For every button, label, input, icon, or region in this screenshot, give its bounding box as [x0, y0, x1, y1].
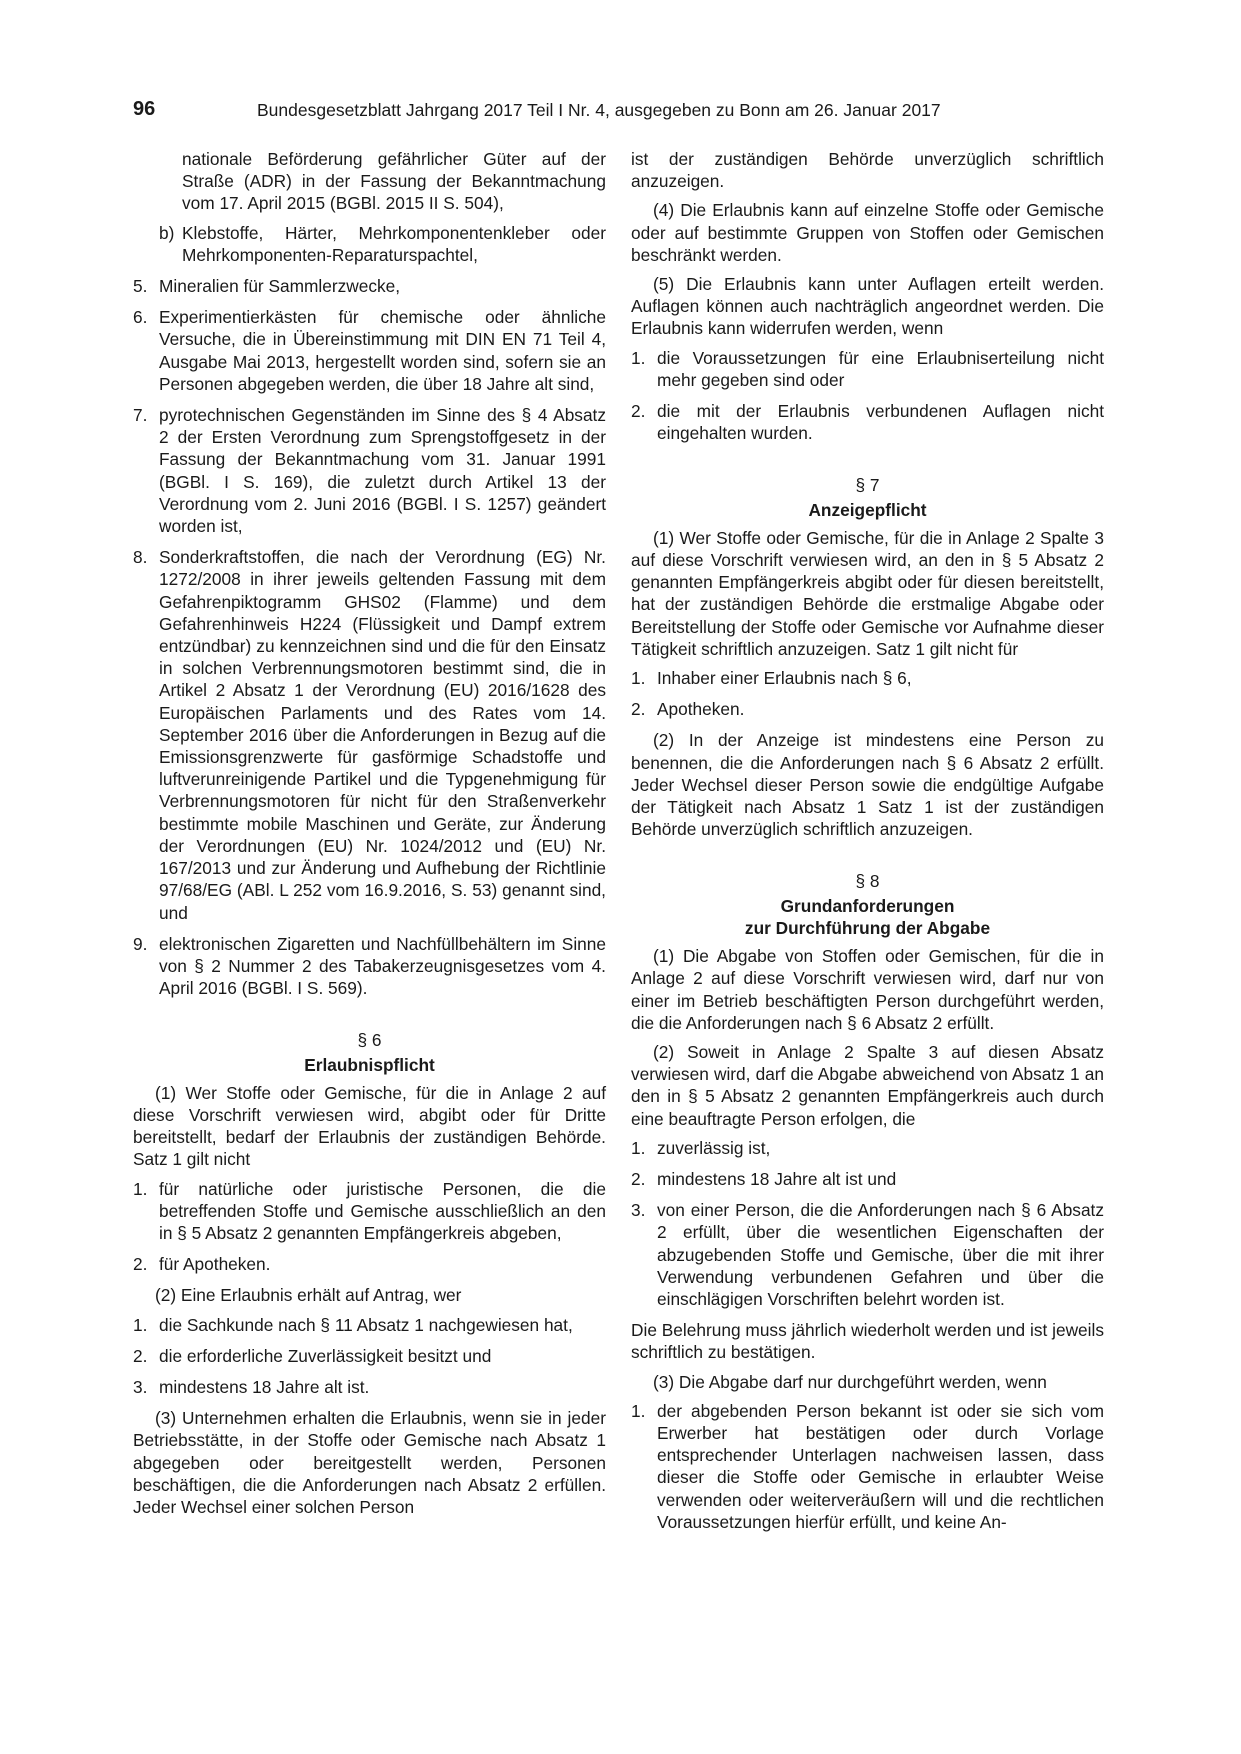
list-item-text: für Apotheken. [159, 1254, 271, 1275]
list-item [133, 1178, 606, 1245]
list-item-text: elektronischen Zigaretten und Nachfüllbehältern im Sinne von § 2 Nummer 2 des Tabakerzeugnisgesetzes vom 4. April 2016 (BGBl. I S. 569). [159, 933, 606, 999]
section-title: Erlaubnispflicht [304, 1054, 435, 1075]
list-item-text: die erforderliche Zuverlässigkeit besitzt und [159, 1345, 492, 1366]
running-head: Bundesgesetzblatt Jahrgang 2017 Teil I Nr. 4, ausgegeben zu Bonn am 26. Januar 2017 [257, 100, 941, 120]
paragraph: (4) Die Erlaubnis kann auf einzelne Stoffe oder Gemische oder auf bestimmte Gruppen von Stoffen oder Gemischen beschränkt werden. [631, 200, 1104, 265]
list-item [133, 1376, 606, 1398]
paragraph: (1) Die Abgabe von Stoffen oder Gemischen, für die in Anlage 2 auf diese Vorschrift verwiesen wird, darf nur von einer im Betrieb beschäftigten Person durchgeführt werden, die die Anforderungen nach § 6 Absatz 2 erfüllt. [631, 946, 1104, 1033]
section-number: § 8 [855, 871, 880, 892]
list-item-label: 7. [133, 405, 148, 426]
list-item-text: der abgebenden Person bekannt ist oder sie sich vom Erwerber hat bestätigen oder durch Vorlage entsprechender Unterlagen nachweisen lassen, dass dieser die Stoffe oder Gemische in erlaubter Weise verwenden oder weiterveräußern will und die rechtlichen Voraussetzungen hierfür erfüllt, und keine An- [657, 1400, 1104, 1532]
paragraph: (3) Unternehmen erhalten die Erlaubnis, wenn sie in jeder Betriebsstätte, in der Stoffe oder Gemische nach Absatz 1 abgegeben oder bereitgestellt werden, Personen beschäftigen, die die Anforderungen nach Absatz 2 erfüllen. Jeder Wechsel einer solchen Person [133, 1408, 606, 1517]
section-number: § 7 [855, 475, 880, 496]
paragraph: (2) In der Anzeige ist mindestens eine Person zu benennen, die die Anforderungen nach § 6 Absatz 2 erfüllt. Jeder Wechsel dieser Person sowie die endgültige Aufgabe der Tätigkeit nach Absatz 1 Satz 1 ist der zuständigen Behörde unverzüglich schriftlich anzuzeigen. [631, 730, 1104, 840]
page-number: 96 [133, 98, 156, 120]
list-item-label: 1. [133, 1178, 148, 1199]
list-item-label: 1. [631, 668, 646, 689]
paragraph: Die Belehrung muss jährlich wiederholt werden und ist jeweils schriftlich zu bestätigen. [631, 1320, 1104, 1363]
list-item [631, 400, 1104, 444]
paragraph: (3) Die Abgabe darf nur durchgeführt werden, wenn [653, 1371, 1047, 1392]
list-item-text: von einer Person, die die Anforderungen nach § 6 Absatz 2 erfüllt, über die wesentlichen Eigenschaften der abzugebenden Stoffe und Gemische, über die mit ihrer Verwendung verbundenen Gefahren und über die einschlägigen Vorschriften belehrt worden ist. [657, 1200, 1104, 1309]
list-items-5-9 [133, 275, 606, 999]
section-title-line: Grundanforderungen [780, 895, 955, 916]
list-item-text: Klebstoffe, Härter, Mehrkomponentenkleber oder Mehrkomponenten-Reparaturspachtel, [182, 222, 606, 265]
list-item-text: Mineralien für Sammlerzwecke, [159, 276, 401, 297]
list-item-text: Inhaber einer Erlaubnis nach § 6, [657, 668, 912, 689]
section-title [631, 895, 1104, 939]
list-item-label: 3. [133, 1376, 148, 1397]
left-column [133, 148, 606, 1525]
list-item [133, 275, 606, 297]
list-item-label: 6. [133, 307, 148, 328]
list-item-text: die Sachkunde nach § 11 Absatz 1 nachgewiesen hat, [159, 1314, 573, 1335]
list-item-label: 1. [631, 1137, 646, 1158]
list-item-text: pyrotechnischen Gegenständen im Sinne des § 4 Absatz 2 der Ersten Verordnung zum Sprengstoffgesetz in der Fassung der Bekanntmachung vom 31. Januar 1991 (BGBl. I S. 169), die zuletzt durch Artikel 13 der Verordnung vom 2. Juni 2016 (BGBl. I S. 1257) geändert worden ist, [159, 405, 606, 537]
list-item-text: Apotheken. [657, 699, 745, 720]
list-item-label: 2. [133, 1254, 148, 1275]
list-item [631, 347, 1104, 391]
page-header [0, 98, 1241, 128]
list-item-text: zuverlässig ist, [657, 1137, 771, 1158]
list-item [133, 1253, 606, 1275]
paragraph: (2) Soweit in Anlage 2 Spalte 3 auf diesen Absatz verwiesen wird, darf die Abgabe abweichend von Absatz 1 an den in § 5 Absatz 2 genannten Empfängerkreis auch durch eine beauftragte Person erfolgen, die [631, 1041, 1104, 1129]
list-item-text: mindestens 18 Jahre alt ist. [159, 1376, 370, 1397]
list-item-label: 1. [631, 1400, 646, 1421]
list-item-text: mindestens 18 Jahre alt ist und [657, 1168, 897, 1189]
paragraph: (2) Eine Erlaubnis erhält auf Antrag, wer [155, 1285, 462, 1306]
list-item-label: b) [159, 222, 175, 243]
list-item [133, 546, 606, 923]
list-item [133, 222, 606, 266]
paragraph: (5) Die Erlaubnis kann unter Auflagen erteilt werden. Auflagen können auch nachträglich angeordnet werden. Die Erlaubnis kann widerrufen werden, wenn [631, 274, 1104, 339]
section-number: § 6 [357, 1030, 382, 1051]
list-item-label: 2. [631, 699, 646, 720]
list-item-label: 1. [133, 1314, 148, 1335]
list-item-label: 2. [133, 1345, 148, 1366]
list-item [631, 1168, 1104, 1190]
list-item [133, 1314, 606, 1336]
list-item-label: 3. [631, 1200, 646, 1221]
list-item [133, 306, 606, 395]
list-item-text: Sonderkraftstoffen, die nach der Verordnung (EG) Nr. 1272/2008 in ihrer jeweils geltenden Fassung mit dem Gefahrenpiktogramm GHS02 (Flamme) und dem Gefahrenhinweis H224 (Flüssigkeit und Dampf extrem entzündbar) zu kennzeichnen sind und die für den Einsatz in solchen Verbrennungsmotoren bestimmt sind, die in Artikel 2 Absatz 1 der Verordnung (EU) 2016/1628 des Europäischen Parlaments und des Rates vom 14. September 2016 über die Anforderungen in Bezug auf die Emissionsgrenzwerte für gasförmige Schadstoffe und luftverunreinigende Partikel und die Typgenehmigung für Verbrennungsmotoren für nicht für den Straßenverkehr bestimmte mobile Maschinen und Geräte, zur Änderung der Verordnungen (EU) Nr. 1024/2012 und (EU) Nr. 167/2013 und zur Änderung und Aufhebung der Richtlinie 97/68/EG (ABl. L 252 vom 16.9.2016, S. 53) genannt sind, und [159, 547, 606, 923]
list-item-label: 1. [631, 347, 646, 368]
list-item-text: die mit der Erlaubnis verbundenen Auflagen nicht eingehalten wurden. [657, 401, 1104, 444]
list-item [631, 1400, 1104, 1533]
list-item [631, 667, 1104, 689]
paragraph: (1) Wer Stoffe oder Gemische, für die in Anlage 2 auf diese Vorschrift verwiesen wird, abgibt oder für Dritte bereitstellt, bedarf der Erlaubnis der zuständigen Behörde. Satz 1 gilt nicht [133, 1082, 606, 1170]
list-item-label: 2. [631, 401, 646, 422]
list-item-label: 9. [133, 933, 148, 954]
list-item [631, 1137, 1104, 1159]
list-item [631, 1199, 1104, 1310]
list-item [133, 1345, 606, 1367]
right-column [631, 148, 1104, 1542]
paragraph: (1) Wer Stoffe oder Gemische, für die in Anlage 2 Spalte 3 auf diese Vorschrift verwiesen wird, an den in § 5 Absatz 2 genannten Empfängerkreis abgibt oder für diesen bereitstellt, hat der zuständigen Behörde die erstmalige Abgabe oder Bereitstellung der Stoffe oder Gemische vor Aufnahme dieser Tätigkeit schriftlich anzuzeigen. Satz 1 gilt nicht für [631, 527, 1104, 659]
paragraph-continued: ist der zuständigen Behörde unverzüglich schriftlich anzuzeigen. [631, 149, 1104, 192]
list-item-label: 2. [631, 1168, 646, 1189]
continued-item-text: nationale Beförderung gefährlicher Güter auf der Straße (ADR) in der Fassung der Bekanntmachung vom 17. April 2015 (BGBl. 2015 II S. 504), [182, 149, 606, 214]
section-title: Anzeigepflicht [808, 499, 927, 520]
list-item [631, 698, 1104, 720]
list-item-text: Experimentierkästen für chemische oder ähnliche Versuche, die in Übereinstimmung mit DIN EN 71 Teil 4, Ausgabe Mai 2013, hergestellt worden sind, sofern sie an Personen abgegeben werden, die über 18 Jahre alt sind, [159, 307, 606, 394]
list-item-text: für natürliche oder juristische Personen, die die betreffenden Stoffe und Gemische ausschließlich an den in § 5 Absatz 2 genannten Empfängerkreis abgeben, [159, 1178, 606, 1243]
list-item [133, 404, 606, 537]
list-item [133, 933, 606, 1000]
list-item-label: 5. [133, 276, 148, 297]
list-item-text: die Voraussetzungen für eine Erlaubniserteilung nicht mehr gegeben sind oder [657, 347, 1104, 390]
section-title-line: zur Durchführung der Abgabe [744, 917, 991, 938]
list-item-label: 8. [133, 547, 148, 568]
